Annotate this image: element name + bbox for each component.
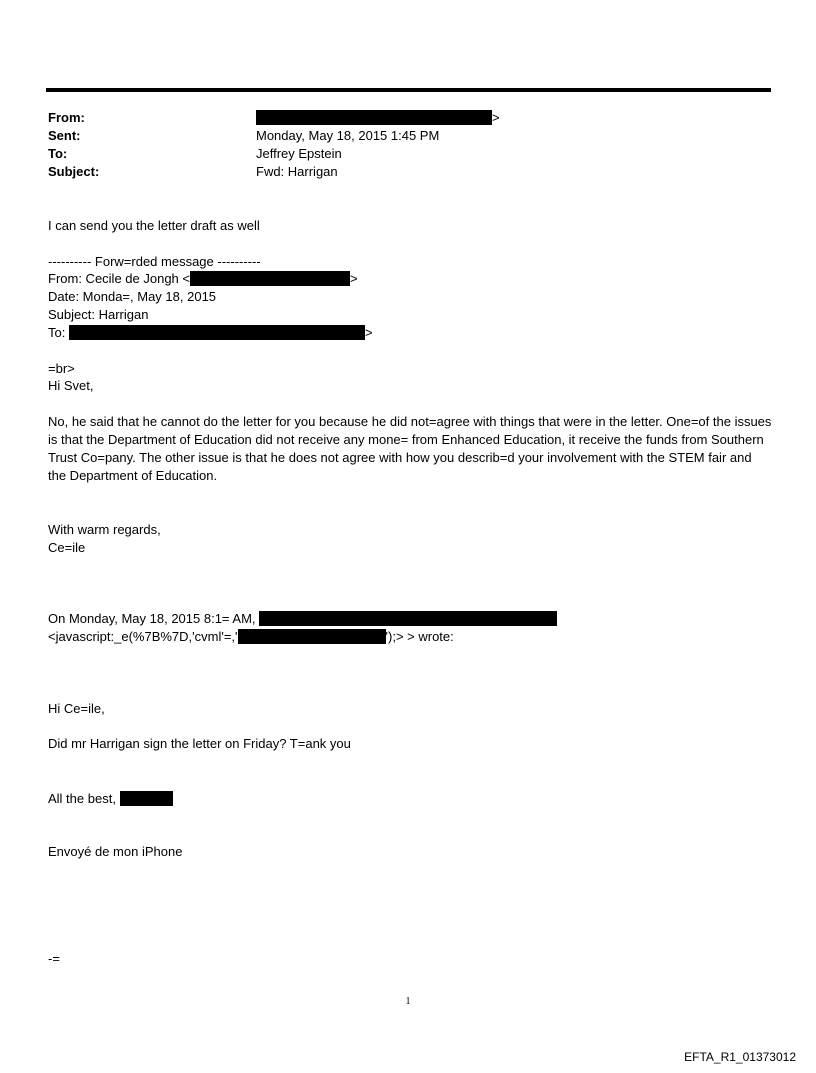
quote-question: Did mr Harrigan sign the letter on Friday? T=ank you	[48, 736, 351, 751]
forward-date: Date: Monda=, May 18, 2015	[48, 289, 217, 304]
quote-sign	[48, 790, 173, 807]
quote-js-suffix: ');> > wrote:	[385, 629, 454, 644]
redaction-bar	[120, 791, 173, 806]
quote-intro-prefix: On Monday, May 18, 2015 8:1= AM,	[48, 611, 256, 626]
header-rule	[46, 88, 771, 92]
forward-to	[48, 324, 373, 341]
from-label: From:	[48, 110, 85, 125]
from-suffix: >	[492, 110, 500, 125]
subject-label: Subject:	[48, 164, 100, 179]
forward-to-prefix: To:	[48, 325, 69, 340]
from-value	[256, 109, 500, 126]
main-paragraph: No, he said that he cannot do the letter for you because he did not=agree with things that were in the letter. One=of the issues is that the Department of Education did not receive any mone= from Enhanced Education, it receive the funds from Southern Trust Co=pany. The other issue is that he does not agree with how you describ=d your involvement with the STEM fair and the Department of Education.	[48, 414, 772, 483]
closing: With warm regards,	[48, 522, 161, 537]
quote-js-prefix: <javascript:_e(%7B%7D,'cvml'=,'	[48, 629, 238, 644]
quote-intro	[48, 610, 557, 627]
greeting: Hi Svet,	[48, 378, 94, 393]
forward-subject: Subject: Harrigan	[48, 307, 149, 322]
page-number: 1	[405, 996, 411, 1007]
intro-line: I can send you the letter draft as well	[48, 218, 260, 233]
forward-marker: ---------- Forw=rded message ----------	[48, 254, 261, 269]
sent-from-line: Envoyé de mon iPhone	[48, 844, 183, 859]
redaction-bar	[238, 629, 386, 644]
redaction-bar	[190, 271, 350, 286]
trailer: -=	[48, 951, 60, 966]
forward-from-suffix: >	[349, 271, 358, 286]
sent-value: Monday, May 18, 2015 1:45 PM	[256, 128, 440, 143]
br-artifact: =br>	[48, 361, 75, 376]
quote-greeting: Hi Ce=ile,	[48, 701, 105, 716]
redaction-bar	[256, 110, 492, 125]
subject-value: Fwd: Harrigan	[256, 164, 338, 179]
forward-from	[48, 270, 358, 287]
signature: Ce=ile	[48, 540, 86, 555]
to-value: Jeffrey Epstein	[256, 146, 342, 161]
redaction-bar	[259, 611, 557, 626]
redaction-bar	[69, 325, 365, 340]
document-id: EFTA_R1_01373012	[684, 1050, 796, 1064]
to-label: To:	[48, 146, 68, 161]
sent-label: Sent:	[48, 128, 81, 143]
forward-to-suffix: >	[364, 325, 373, 340]
forward-from-prefix: From: Cecile de Jongh <	[48, 271, 190, 286]
quote-sign-text: All the best,	[48, 791, 116, 806]
quote-javascript	[48, 628, 454, 645]
